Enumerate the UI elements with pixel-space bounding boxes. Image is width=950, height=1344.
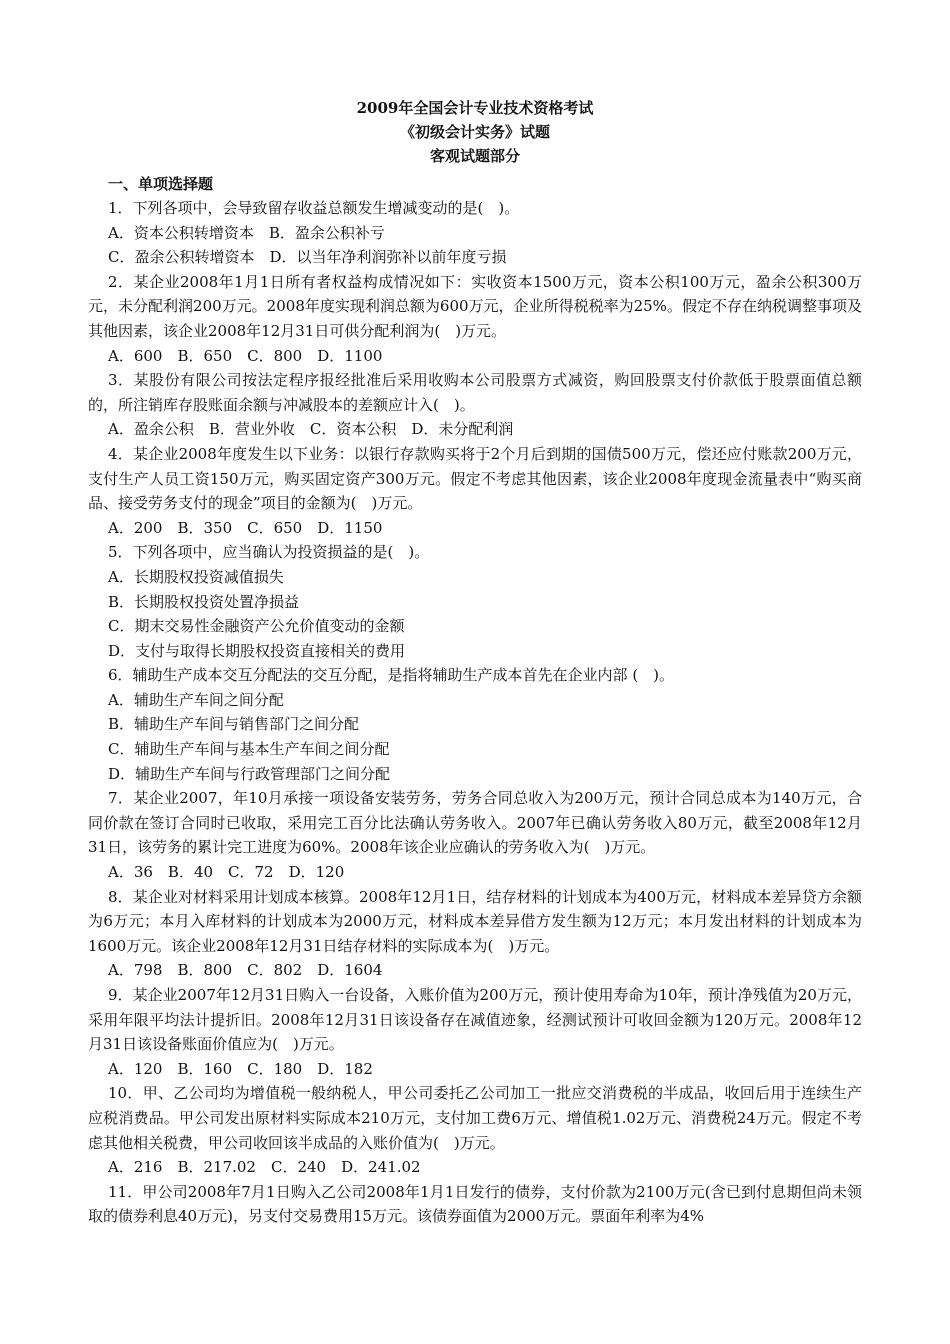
question-5-option-d: D．支付与取得长期股权投资直接相关的费用 — [108, 641, 406, 660]
question-6: 6．辅助生产成本交互分配法的交互分配，是指将辅助生产成本首先在企业内部 ( )。 — [108, 666, 675, 685]
question-6-option-d: D．辅助生产车间与行政管理部门之间分配 — [108, 764, 391, 783]
question-2-options: A．600 B．650 C．800 D．1100 — [108, 346, 383, 365]
exam-title: 2009年全国会计专业技术资格考试 — [356, 99, 594, 117]
question-10-options: A．216 B．217.02 C．240 D．241.02 — [108, 1158, 421, 1177]
question-5: 5．下列各项中，应当确认为投资损益的是( )。 — [108, 543, 430, 562]
question-2: 2．某企业2008年1月1日所有者权益构成情况如下：实收资本1500万元，资本公积100万元，盈余公积300万元，未分配利润200万元。2008年度实现利润总额为600万元，企业所得税税率为25%。假定不存在纳税调整事项及其他因素，该企业2008年12月31日可供分配利润为( )万元。 — [88, 272, 862, 340]
question-6-option-c: C．辅助生产车间与基本生产车间之间分配 — [108, 740, 390, 759]
question-5-option-b: B．长期股权投资处置净损益 — [108, 592, 300, 611]
question-3-options: A．盈余公积 B．营业外收 C．资本公积 D．未分配利润 — [108, 420, 514, 439]
question-9: 9．某企业2007年12月31日购入一台设备，入账价值为200万元，预计使用寿命为10年，预计净残值为20万元，采用年限平均法计提折旧。2008年12月31日该设备存在减值迹象，经测试预计可收回金额为120万元。2008年12月31日该设备账面价值应为( )万元。 — [88, 986, 862, 1054]
question-9-options: A．120 B．160 C．180 D．182 — [108, 1059, 373, 1078]
question-5-option-a: A．长期股权投资减值损失 — [108, 567, 284, 586]
document-page — [88, 96, 862, 1229]
question-8: 8．某企业对材料采用计划成本核算。2008年12月1日，结存材料的计划成本为400万元，材料成本差异贷方余额为6万元；本月入库材料的计划成本为2000万元，材料成本差异借方发生额为12万元；本月发出材料的计划成本为1600万元。该企业2008年12月31日结存材料的实际成本为( )万元。 — [88, 887, 862, 955]
question-6-option-b: B．辅助生产车间与销售部门之间分配 — [108, 715, 360, 734]
question-1-options: A．资本公积转增资本 B．盈余公积补亏 — [108, 223, 385, 242]
question-type-heading: 一、单项选择题 — [108, 175, 214, 193]
section-heading: 客观试题部分 — [429, 147, 520, 165]
question-4: 4．某企业2008年度发生以下业务：以银行存款购买将于2个月后到期的国债500万元，偿还应付账款200万元，支付生产人员工资150万元，购买固定资产300万元。假定不考虑其他因素，该企业2008年度现金流量表中“购买商品、接受劳务支付的现金”项目的金额为( )万元。 — [88, 444, 862, 513]
question-3: 3．某股份有限公司按法定程序报经批准后采用收购本公司股票方式减资，购回股票支付价款低于股票面值总额的，所注销库存股账面余额与冲减股本的差额应计入( )。 — [88, 371, 862, 414]
question-4-options: A．200 B．350 C．650 D．1150 — [108, 518, 383, 537]
question-6-option-a: A．辅助生产车间之间分配 — [108, 690, 284, 709]
question-1-options: C．盈余公积转增资本 D．以当年净利润弥补以前年度亏损 — [108, 248, 507, 267]
question-11: 11．甲公司2008年7月1日购入乙公司2008年1月1日发行的债券，支付价款为2100万元(含已到付息期但尚未领取的债券利息40万元)，另支付交易费用15万元。该债券面值为2000万元。票面年利率为4% — [88, 1182, 862, 1226]
question-7-options: A．36 B．40 C．72 D．120 — [108, 863, 345, 882]
question-8-options: A．798 B．800 C．802 D．1604 — [108, 961, 383, 980]
question-7: 7．某企业2007，年10月承接一项设备安装劳务，劳务合同总收入为200万元，预计合同总成本为140万元，合同价款在签订合同时已收取，采用完工百分比法确认劳务收入。2007年已确认劳务收入80万元，截至2008年12月31日，该劳务的累计完工进度为60%。2008年该企业应确认的劳务收入为( )万元。 — [88, 789, 862, 857]
question-10: 10．甲、乙公司均为增值税一般纳税人，甲公司委托乙公司加工一批应交消费税的半成品，收回后用于连续生产应税消费品。甲公司发出原材料实际成本210万元，支付加工费6万元、增值税1.02万元、消费税24万元。假定不考虑其他相关税费，甲公司收回该半成品的入账价值为( )万元。 — [88, 1084, 862, 1152]
question-1: 1．下列各项中，会导致留存收益总额发生增减变动的是( )。 — [108, 199, 520, 217]
question-5-option-c: C．期末交易性金融资产公允价值变动的金额 — [108, 617, 405, 636]
exam-subtitle: 《初级会计实务》试题 — [399, 123, 550, 141]
